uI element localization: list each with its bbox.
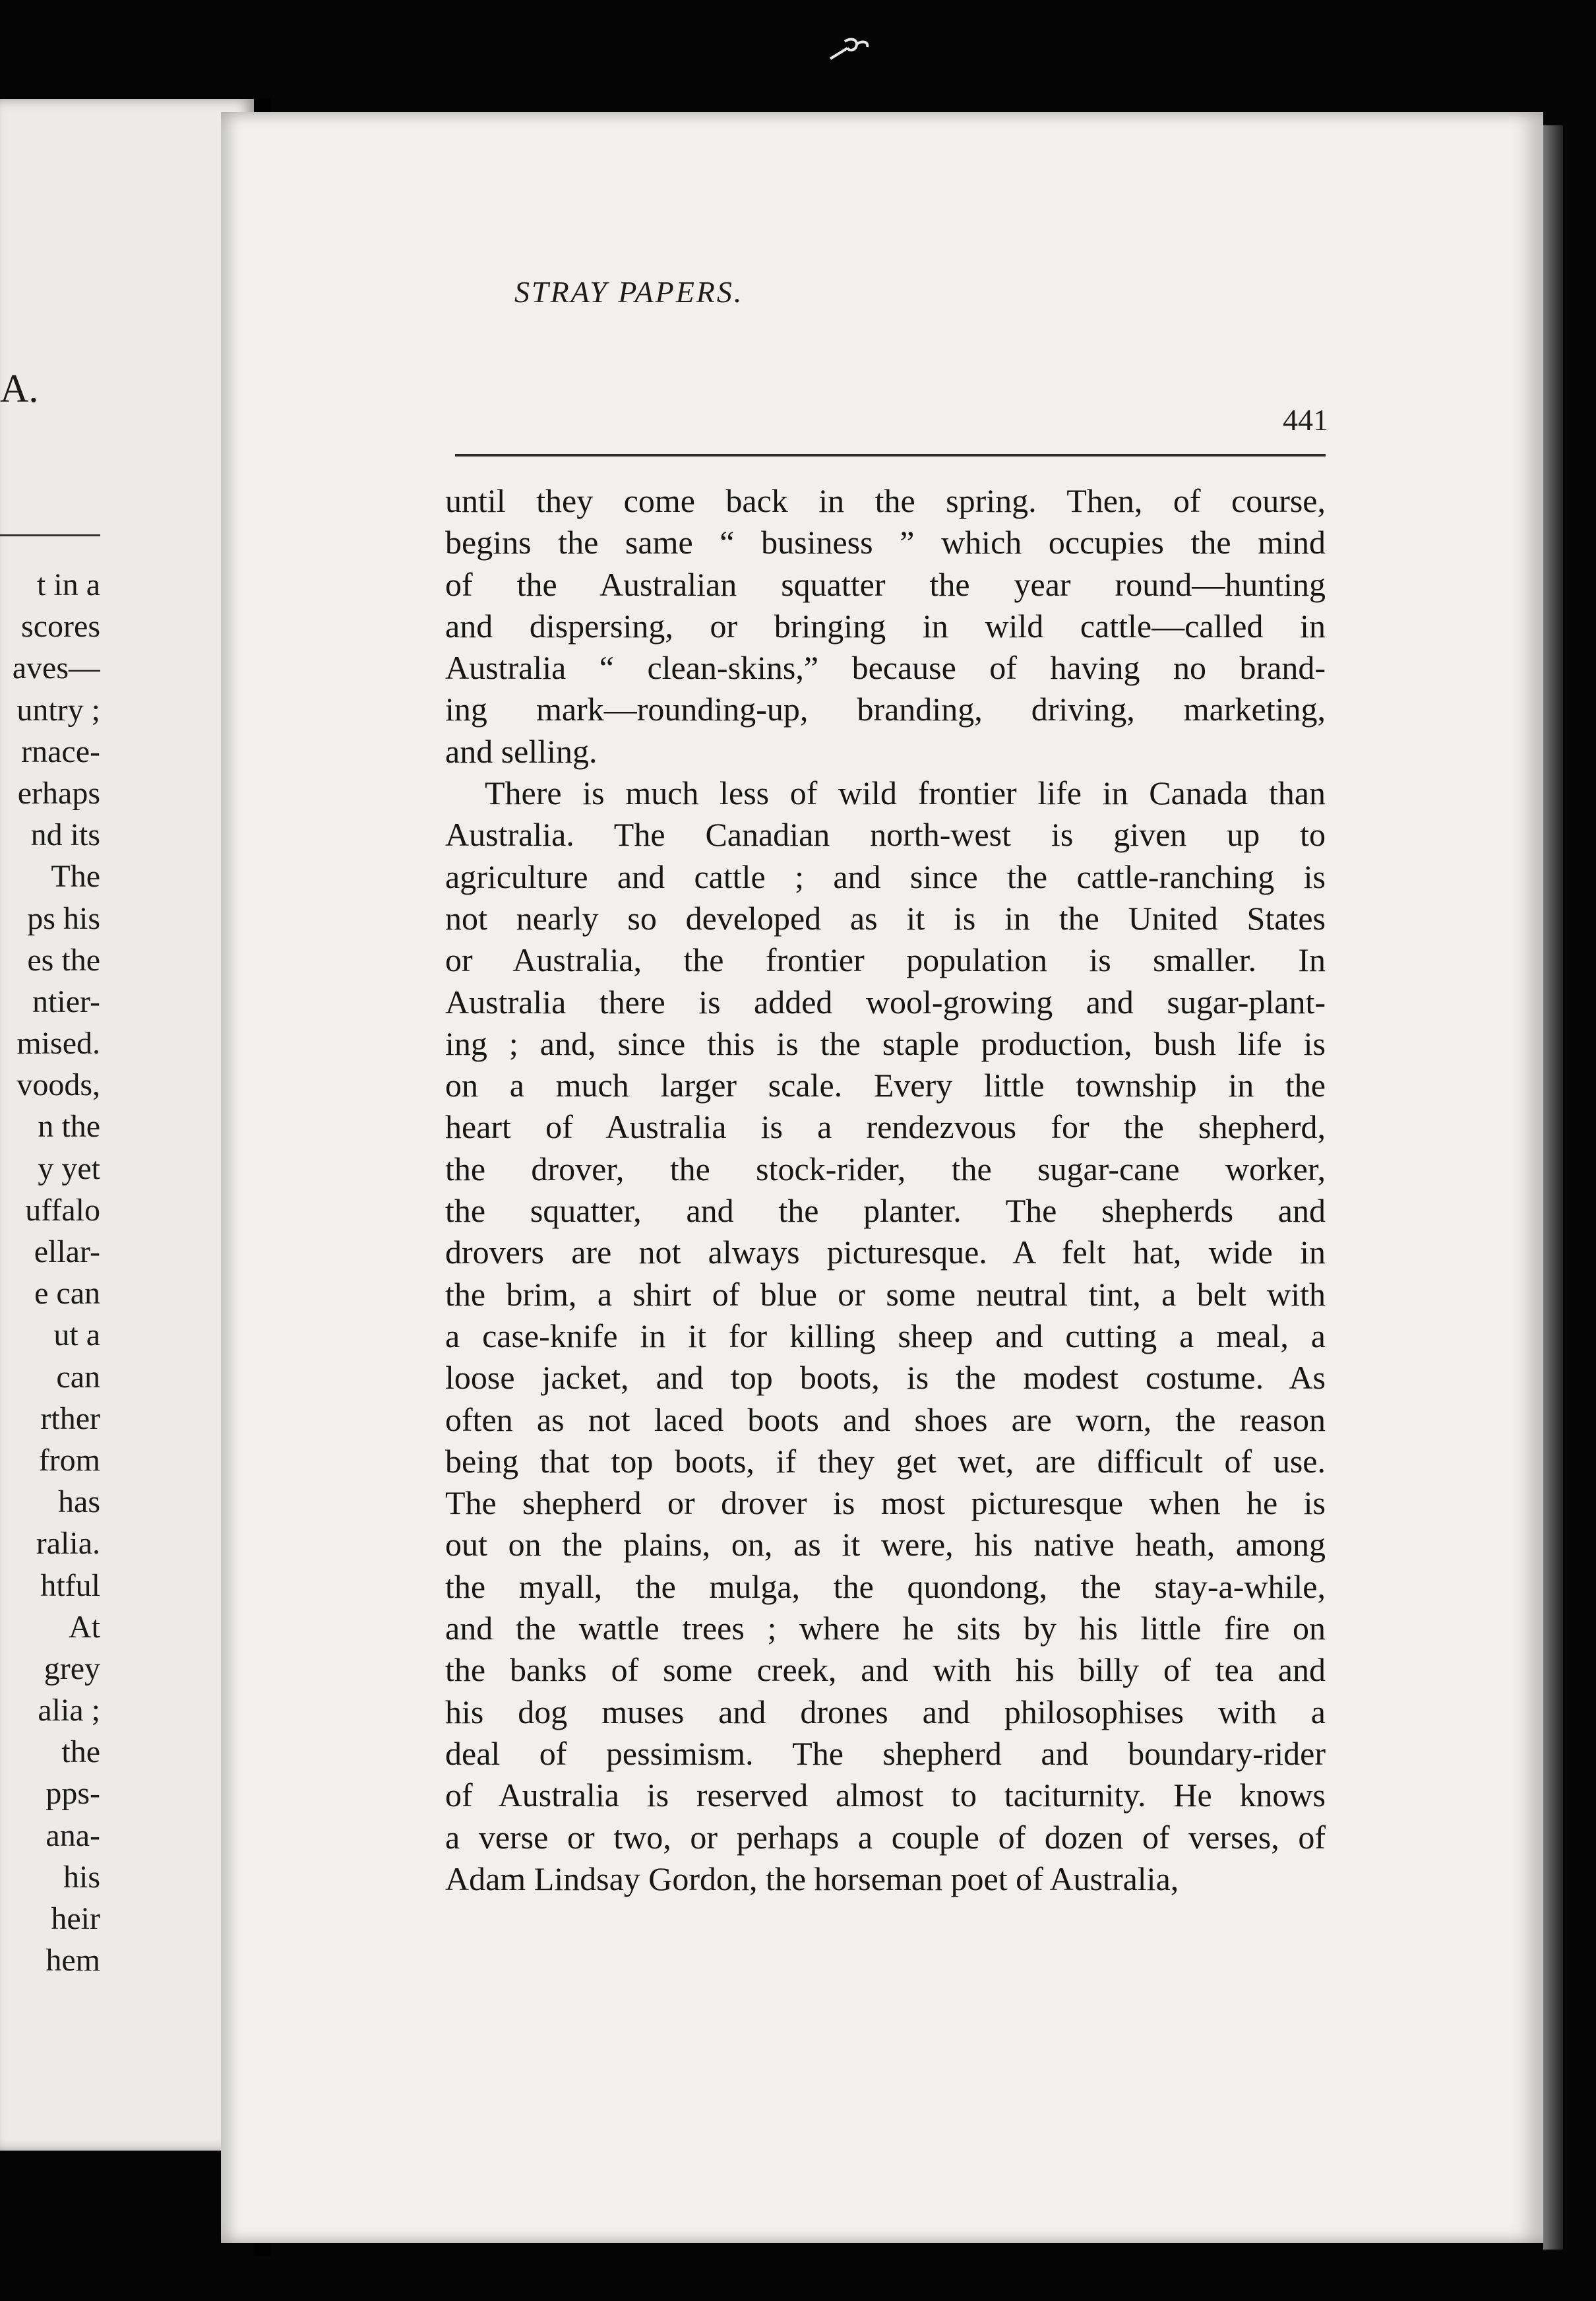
left-page-heading-fragment: A. [0,367,39,410]
left-text-fragment: y yet [38,1150,100,1186]
page-number: 441 [1283,403,1328,437]
left-text-fragment: t in a [37,567,100,602]
library-stamp-mark-icon [828,36,874,63]
text-line: loose jacket, and top boots, is the modest costume. As [445,1359,1326,1397]
header-rule [455,454,1326,457]
left-text-fragment: the [61,1734,100,1770]
left-text-fragment: e can [34,1276,100,1311]
text-line: his dog muses and drones and philosophises with a [445,1693,1326,1730]
left-text-fragment: alia ; [38,1693,100,1728]
left-text-fragment: hem [46,1943,100,1978]
left-text-fragment: ps his [27,900,100,936]
left-text-fragment: ellar- [34,1234,100,1269]
text-line: Australia. The Canadian north-west is given up to [445,816,1326,854]
left-text-fragment: voods, [16,1067,100,1103]
text-line: of the Australian squatter the year round—hunting [445,565,1326,603]
text-line: out on the plains, on, as it were, his native heath, among [445,1526,1326,1563]
text-line: drovers are not always picturesque. A felt hat, wide in [445,1234,1326,1271]
left-text-fragment: pps- [46,1776,100,1812]
text-line: a verse or two, or perhaps a couple of dozen of verses, of [445,1818,1326,1856]
text-line: heart of Australia is a rendezvous for the shepherd, [445,1108,1326,1146]
text-line: not nearly so developed as it is in the United States [445,899,1326,937]
text-line: on a much larger scale. Every little township in the [445,1067,1326,1104]
text-line: begins the same “ business ” which occupies the mind [445,524,1326,561]
left-text-fragment: uffalo [25,1192,100,1228]
page-edge-shadow [1543,125,1563,2250]
text-line: ing mark—rounding-up, branding, driving, marketing, [445,691,1326,728]
left-text-fragment: heir [51,1901,100,1936]
left-text-fragment: erhaps [17,775,100,811]
text-line: Australia there is added wool-growing and sugar-plant- [445,983,1326,1021]
left-text-fragment: from [38,1442,100,1478]
left-text-fragment: rther [40,1401,100,1436]
left-page-header-rule [0,534,100,536]
left-text-fragment: es the [27,942,100,978]
left-text-fragment: ralia. [36,1526,100,1561]
text-line: the banks of some creek, and with his billy of tea and [445,1651,1326,1689]
text-line: Australia “ clean-skins,” because of having no brand- [445,649,1326,687]
left-text-fragment: aves— [12,650,100,686]
text-line: Adam Lindsay Gordon, the horseman poet of Australia, [445,1860,1179,1897]
text-line: agriculture and cattle ; and since the cattle-ranching is [445,858,1326,895]
left-text-fragment: ut a [53,1317,100,1353]
text-line: The shepherd or drover is most picturesque when he is [445,1484,1326,1522]
left-text-fragment: The [51,859,100,895]
facing-left-page [0,99,254,2151]
text-line: There is much less of wild frontier life in Canada than [485,774,1326,812]
left-text-fragment: n the [38,1109,100,1145]
left-text-fragment: At [69,1609,100,1645]
left-text-fragment: htful [40,1567,100,1603]
text-line: the brim, a shirt of blue or some neutral tint, a belt with [445,1275,1326,1313]
left-text-fragment: his [63,1859,100,1895]
left-text-fragment: scores [21,609,100,645]
left-text-fragment: can [56,1359,100,1395]
left-text-fragment: untry ; [16,692,100,728]
text-line: often as not laced boots and shoes are worn, the reason [445,1401,1326,1438]
left-text-fragment: ana- [46,1817,100,1853]
left-text-fragment: mised. [16,1026,100,1061]
left-text-fragment: rnace- [21,734,100,769]
text-line: and the wattle trees ; where he sits by his little fire on [445,1610,1326,1647]
left-text-fragment: ntier- [32,984,100,1019]
text-line: the squatter, and the planter. The shepherds and [445,1192,1326,1230]
text-line: of Australia is reserved almost to taciturnity. He knows [445,1777,1326,1814]
left-text-fragment: grey [44,1651,100,1686]
left-text-fragment: nd its [30,817,100,853]
text-line: ing ; and, since this is the staple production, bush life is [445,1024,1326,1062]
text-line: deal of pessimism. The shepherd and boundary-rider [445,1734,1326,1772]
left-text-fragment: has [58,1484,100,1520]
left-page-text-fragments [0,564,100,1981]
text-line: being that top boots, if they get wet, are difficult of use. [445,1442,1326,1480]
text-line: or Australia, the frontier population is smaller. In [445,941,1326,979]
text-line: until they come back in the spring. Then, of course, [445,482,1326,519]
running-title: STRAY PAPERS. [514,275,744,309]
text-line: a case-knife in it for killing sheep and cutting a meal, a [445,1317,1326,1354]
body-text [445,480,1326,1900]
text-line: and selling. [445,732,598,770]
text-line: and dispersing, or bringing in wild cattle—called in [445,607,1326,645]
text-line: the myall, the mulga, the quondong, the stay-a-while, [445,1567,1326,1605]
text-line: the drover, the stock-rider, the sugar-cane worker, [445,1150,1326,1187]
